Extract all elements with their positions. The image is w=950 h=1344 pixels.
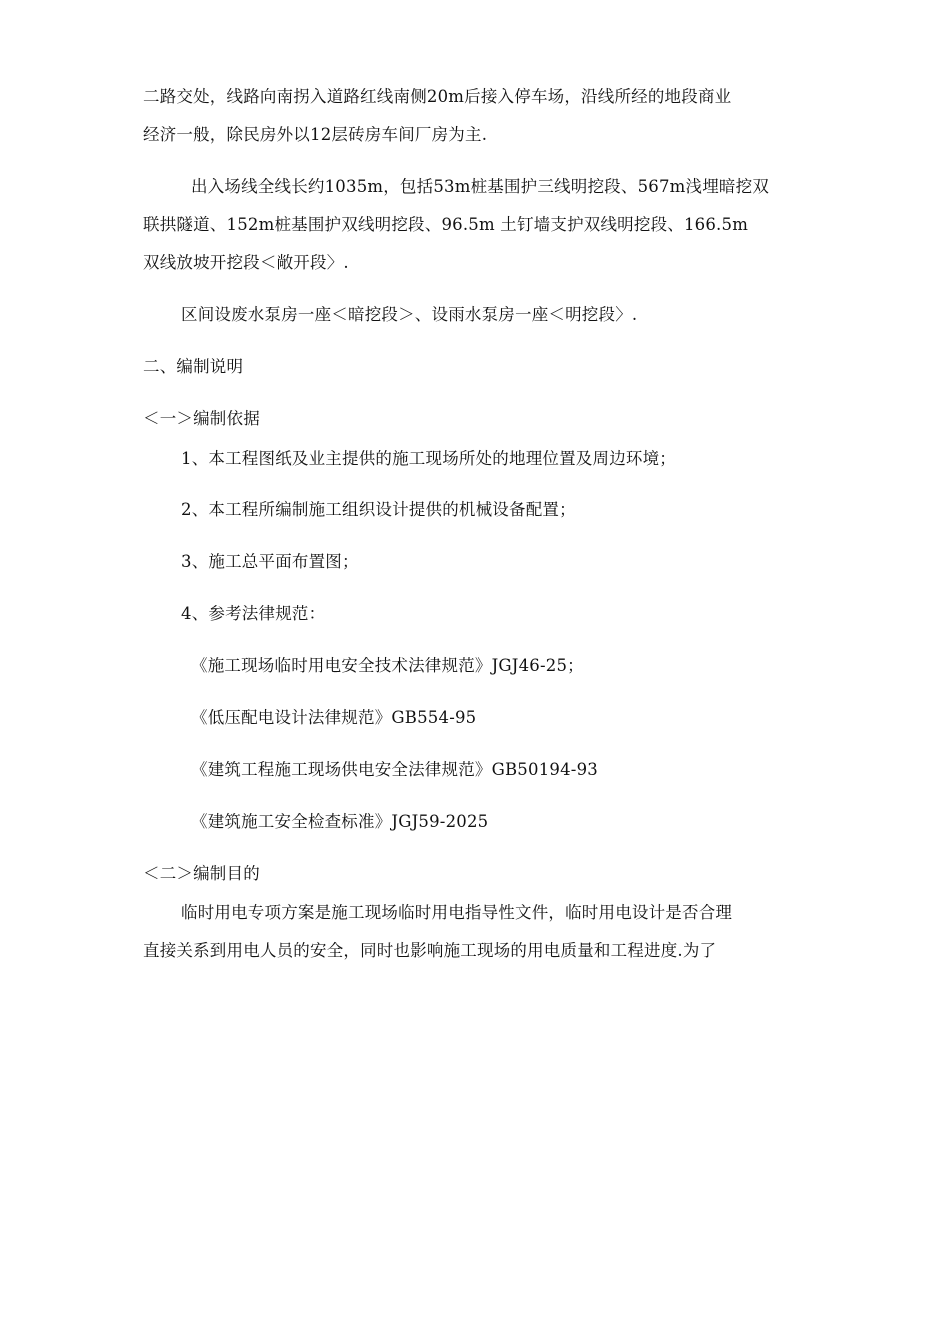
standard-reference: 《建筑施工安全检查标准》JGJ59-2025 [191,812,489,831]
standard-reference: 《建筑工程施工现场供电安全法律规范》GB50194-93 [191,760,598,779]
list-item: 3、施工总平面布置图； [181,552,359,571]
list-item: 1、本工程图纸及业主提供的施工现场所处的地理位置及周边环境； [181,449,676,468]
paragraph-line: 出入场线全线长约1035m，包括53m桩基围护三线明挖段、567m浅埋暗挖双 [191,177,770,196]
paragraph-line: 经济一般，除民房外以12层砖房车间厂房为主. [143,125,488,144]
standard-reference: 《低压配电设计法律规范》GB554-95 [191,708,477,727]
paragraph-line: 临时用电专项方案是施工现场临时用电指导性文件，临时用电设计是否合理 [181,903,733,922]
paragraph-line: 双线放坡开挖段＜敞开段〉. [143,253,349,272]
paragraph-line: 二路交处，线路向南拐入道路红线南侧20m后接入停车场，沿线所经的地段商业 [143,87,732,106]
subsection-heading: ＜一＞编制依据 [143,409,260,428]
subsection-heading: ＜二＞编制目的 [143,864,260,883]
paragraph-line: 直接关系到用电人员的安全，同时也影响施工现场的用电质量和工程进度.为了 [143,941,717,960]
paragraph-line: 区间设废水泵房一座＜暗挖段＞、设雨水泵房一座＜明挖段〉. [181,305,638,324]
paragraph-line: 联拱隧道、152m桩基围护双线明挖段、96.5m 土钉墙支护双线明挖段、166.5m [143,215,749,234]
list-item: 4、参考法律规范： [181,604,326,623]
section-heading: 二、编制说明 [143,357,244,376]
list-item: 2、本工程所编制施工组织设计提供的机械设备配置； [181,500,576,519]
standard-reference: 《施工现场临时用电安全技术法律规范》JGJ46-25； [191,656,584,675]
